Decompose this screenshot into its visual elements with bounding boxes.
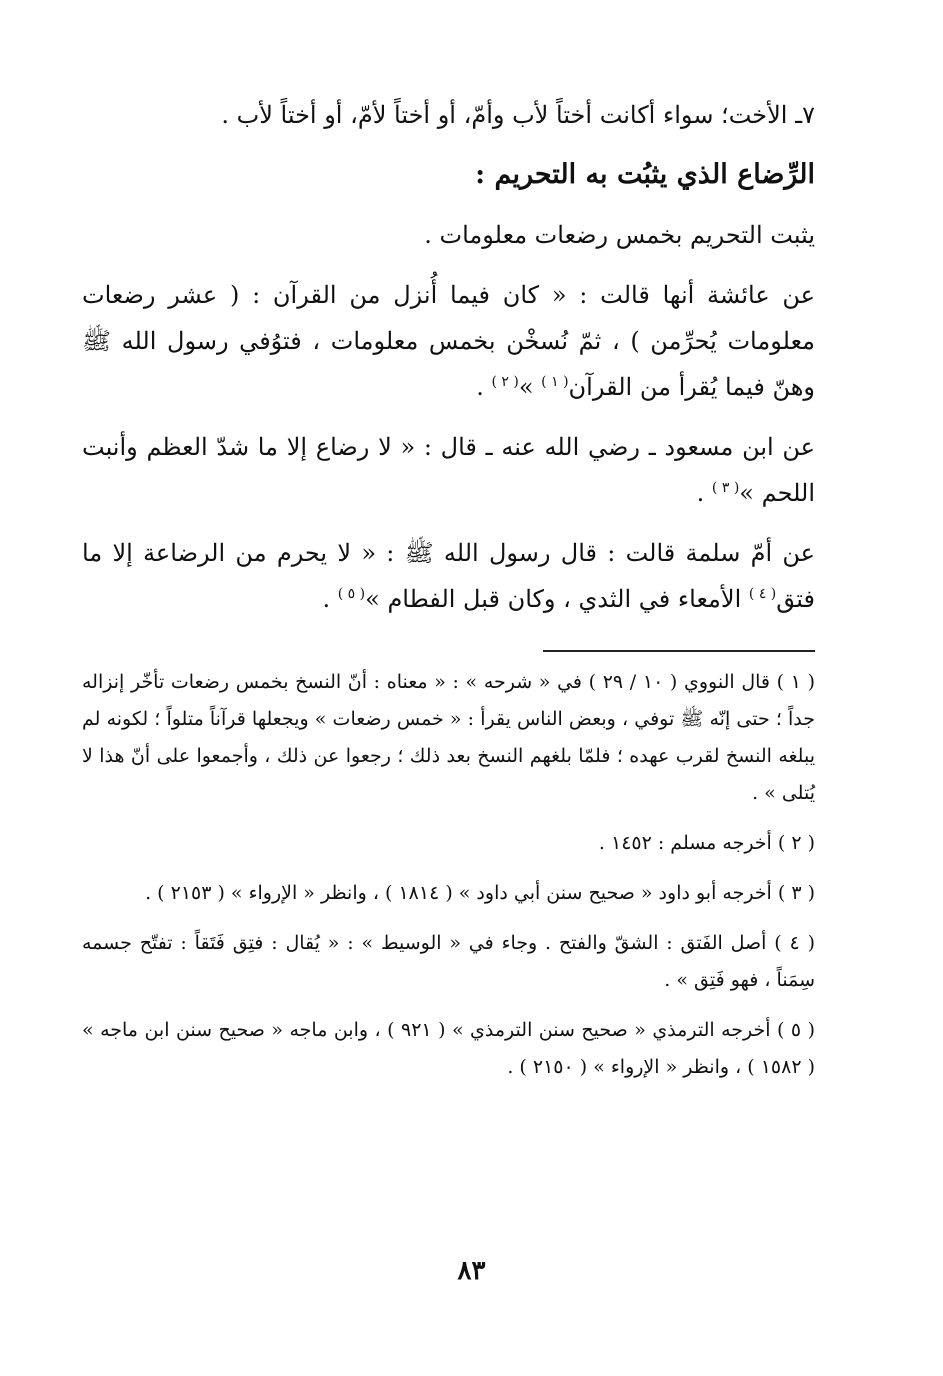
hadith-aisha bbox=[82, 272, 815, 410]
footnote-ref-5: ( ٥ ) bbox=[337, 586, 366, 602]
footnote-ref-2: ( ٢ ) bbox=[491, 374, 519, 390]
sentence-end: . bbox=[322, 585, 338, 613]
sentence-end: . bbox=[476, 373, 492, 401]
footnote-2: ( ٢ ) أخرجه مسلم : ١٤٥٢ . bbox=[598, 832, 815, 854]
sentence-end: . bbox=[696, 479, 712, 507]
quote-close: » bbox=[518, 373, 542, 401]
page-number: ٨٣ bbox=[457, 1256, 486, 1286]
footnote-ref-4: ( ٤ ) bbox=[748, 586, 777, 602]
footnote-divider bbox=[543, 650, 815, 652]
list-item-7: ٧ـ الأخت؛ سواء أكانت أختاً لأب وأمّ، أو أختاً لأمّ، أو أختاً لأب . bbox=[221, 101, 815, 129]
footnote-4: ( ٤ ) أصل الفَتق : الشقّ والفتح . وجاء في « الوسيط » : « يُقال : فتِق فَتَقاً : تفتّح جسمه سِمَناً ، فهو فَتِق » . bbox=[82, 932, 815, 991]
footnote-ref-1: ( ١ ) bbox=[541, 374, 569, 390]
footnote-ref-3: ( ٣ ) bbox=[711, 480, 740, 496]
section-heading: الرِّضاع الذي يثبُت به التحريم : bbox=[475, 159, 815, 190]
page-body bbox=[82, 92, 815, 1099]
hadith-ibn-masud bbox=[82, 424, 815, 516]
hadith-umm-salama bbox=[82, 530, 815, 622]
hadith-umm-salama-text-a: عن أمّ سلمة قالت : قال رسول الله ﷺ : « لا يحرم من الرضاعة إلا ما فتق bbox=[82, 539, 815, 613]
footnote-3: ( ٣ ) أخرجه أبو داود « صحيح سنن أبي داود » ( ١٨١٤ ) ، وانظر « الإرواء » ( ٢١٥٣ ) . bbox=[145, 882, 815, 904]
hadith-aisha-text: عن عائشة أنها قالت : « كان فيما أُنزل من القرآن : ( عشر رضعات معلومات يُحرِّمن ) ، ثمّ نُسخْن بخمس معلومات ، فتوُفي رسول الله ﷺ وهنّ فيما يُقرأ من القرآن bbox=[82, 281, 815, 401]
footnote-5: ( ٥ ) أخرجه الترمذي « صحيح سنن الترمذي » ( ٩٢١ ) ، وابن ماجه « صحيح سنن ابن ماجه » ( ١٥٨٢ ) ، وانظر « الإرواء » ( ٢١٥٠ ) . bbox=[82, 1019, 816, 1078]
intro-paragraph: يثبت التحريم بخمس رضعات معلومات . bbox=[424, 221, 815, 249]
footnote-1: ( ١ ) قال النووي ( ١٠ / ٢٩ ) في « شرحه » : « معناه : أنّ النسخ بخمس رضعات تأخّر إنزاله جداً ؛ حتى إنّه ﷺ توفي ، وبعض الناس يقرأ : « خمس رضعات » ويجعلها قرآناً متلواً ؛ لكونه لم يبلغه النسخ لقرب عهده ؛ فلمّا بلغهم النسخ بعد ذلك ؛ رجعوا عن ذلك ، وأجمعوا على أنّ هذا لا يُتلى » . bbox=[82, 671, 816, 804]
hadith-ibn-masud-text: عن ابن مسعود ـ رضي الله عنه ـ قال : « لا رضاع إلا ما شدّ العظم وأنبت اللحم » bbox=[82, 433, 815, 507]
footnotes bbox=[82, 664, 815, 1086]
hadith-umm-salama-text-b: الأمعاء في الثدي ، وكان قبل الفطام » bbox=[365, 585, 749, 613]
